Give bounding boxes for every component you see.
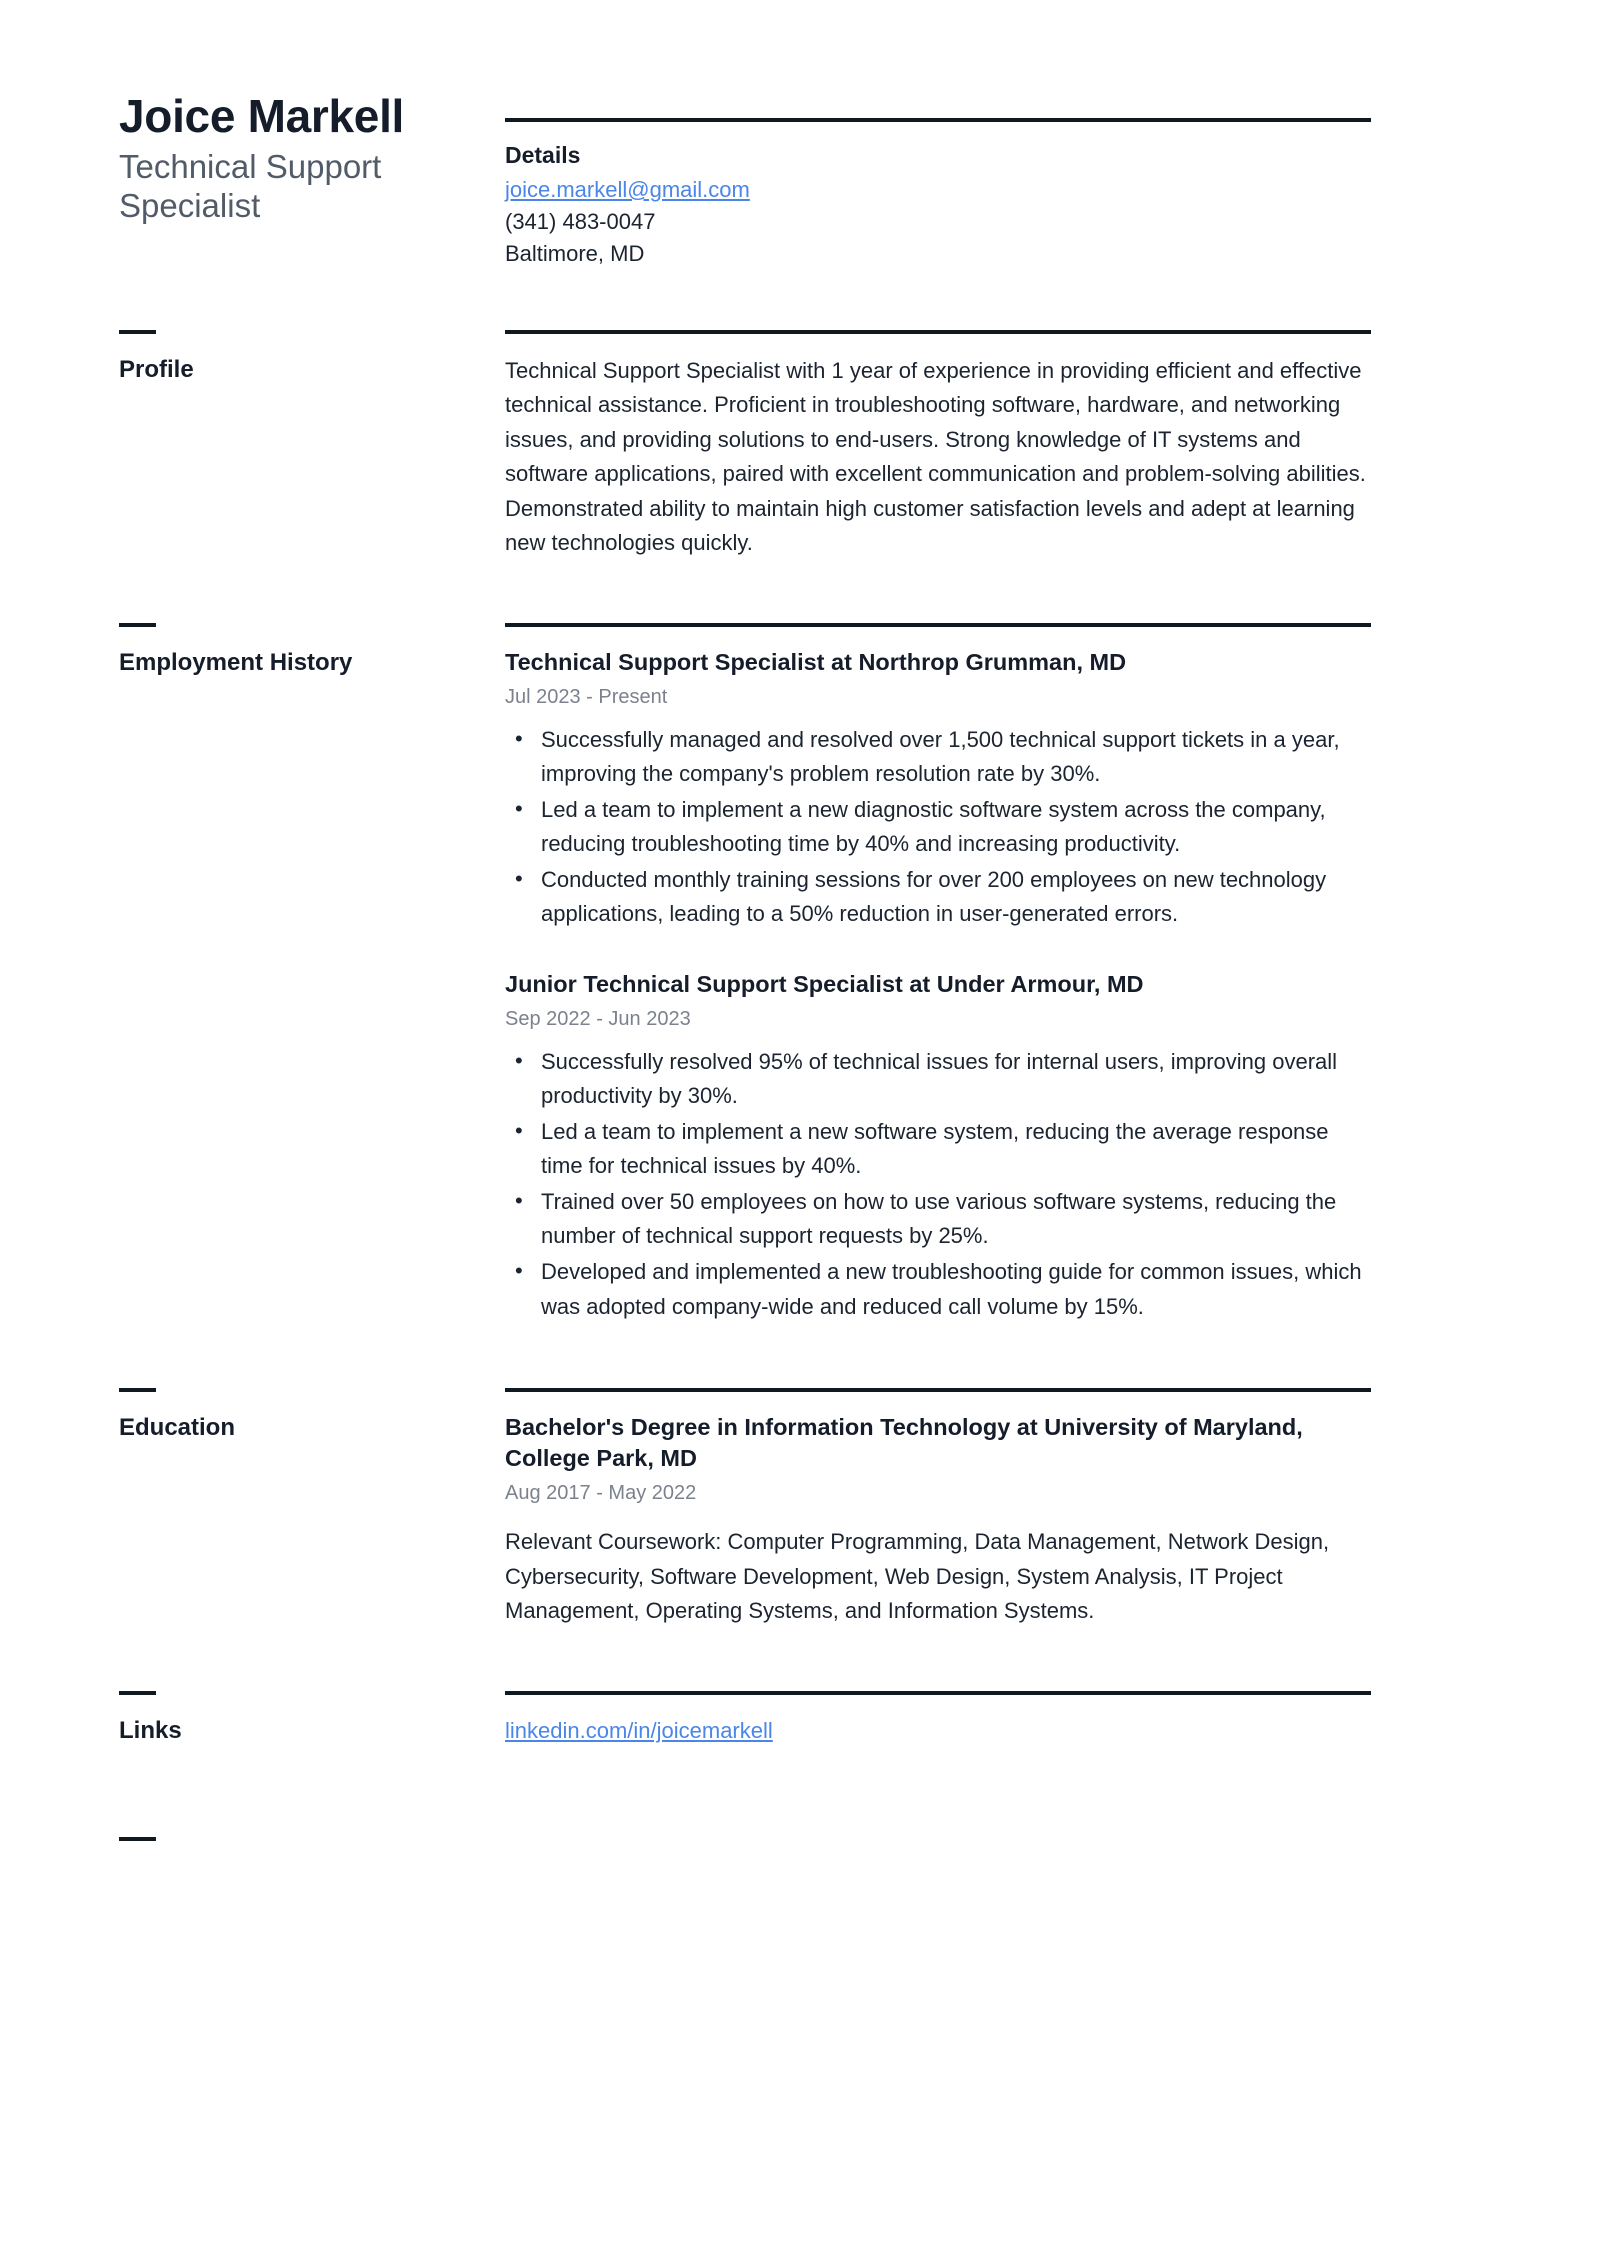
- employment-label-column: [0, 623, 505, 678]
- education-entry-description: Relevant Coursework: Computer Programming, Data Management, Network Design, Cybersecurity, Software Development, Web Design, System Analysis, IT Project Management, Operating Systems, and Information Systems.: [505, 1529, 1330, 1624]
- links-label: Links: [119, 1716, 182, 1744]
- linkedin-link[interactable]: linkedin.com/in/joicemarkell: [505, 1717, 773, 1743]
- links-list: [505, 1715, 1371, 1747]
- profile-divider: [505, 330, 1371, 334]
- links-section: [0, 1691, 1600, 1864]
- employment-entry: [505, 969, 1371, 1323]
- employment-entry-date: Jul 2023 - Present: [505, 685, 668, 708]
- candidate-name: Joice Markell: [119, 90, 405, 142]
- employment-entry: [505, 647, 1371, 931]
- details-email-line: [505, 174, 1371, 206]
- employment-label-dash: [119, 623, 156, 627]
- resume-header: [0, 0, 1600, 270]
- next-section-label-dash: [119, 1837, 156, 1841]
- list-item: • Conducted monthly training sessions for over 200 employees on new technology applications, leading to a 50% reduction in user-generated errors.: [541, 863, 1371, 931]
- education-entry: [505, 1412, 1371, 1629]
- links-label-column: [0, 1691, 505, 1864]
- details-location: Baltimore, MD: [505, 240, 645, 266]
- list-item: • Successfully managed and resolved over 1,500 technical support tickets in a year, improving the company's problem resolution rate by 30%.: [541, 723, 1371, 791]
- profile-label-column: [0, 330, 505, 385]
- profile-label: Profile: [119, 355, 194, 383]
- list-item: • Successfully resolved 95% of technical issues for internal users, improving overall productivity by 30%.: [541, 1045, 1371, 1113]
- details-heading: Details: [505, 142, 581, 168]
- employment-divider: [505, 623, 1371, 627]
- education-label: Education: [119, 1413, 236, 1441]
- profile-content-column: [505, 330, 1371, 561]
- links-label-dash: [119, 1691, 156, 1695]
- employment-entry-bullets: [505, 723, 1371, 932]
- details-block: [505, 122, 1371, 270]
- employment-entry-date: Sep 2022 - Jun 2023: [505, 1007, 691, 1030]
- list-item: • Developed and implemented a new troubleshooting guide for common issues, which was adopted company-wide and reduced call volume by 15%.: [541, 1255, 1371, 1323]
- profile-text: Technical Support Specialist with 1 year of experience in providing efficient and effective technical assistance. Proficient in troubleshooting software, hardware, and networking issues, and providing solutions to end-users. Strong knowledge of IT systems and software applications, paired with excellent communication and problem-solving abilities. Demonstrated ability to maintain high customer satisfaction levels and adept at learning new technologies quickly.: [505, 357, 1366, 556]
- links-divider: [505, 1691, 1371, 1695]
- list-item: • Led a team to implement a new diagnostic software system across the company, reducing troubleshooting time by 40% and increasing productivity.: [541, 793, 1371, 861]
- education-entry-date: Aug 2017 - May 2022: [505, 1482, 697, 1505]
- education-section: [0, 1388, 1600, 1629]
- email-link[interactable]: joice.markell@gmail.com: [505, 177, 750, 203]
- links-content-column: [505, 1691, 1371, 1747]
- education-label-dash: [119, 1388, 156, 1392]
- education-label-column: [0, 1388, 505, 1443]
- employment-entry-title: Technical Support Specialist at Northrop Grumman, MD: [505, 648, 1127, 675]
- details-column: [505, 0, 1371, 270]
- education-entry-title: Bachelor's Degree in Information Technology at University of Maryland, College Park, MD: [505, 1413, 1303, 1472]
- candidate-job-title: Technical Support Specialist: [119, 147, 382, 224]
- education-content-column: [505, 1388, 1371, 1629]
- employment-entry-bullets: [505, 1045, 1371, 1324]
- employment-content-column: [505, 623, 1371, 1326]
- employment-label: Employment History: [119, 648, 353, 676]
- profile-section: [0, 330, 1600, 561]
- header-left-column: [0, 0, 505, 270]
- employment-section: [0, 623, 1600, 1326]
- education-divider: [505, 1388, 1371, 1392]
- profile-label-dash: [119, 330, 156, 334]
- details-phone: (341) 483-0047: [505, 208, 656, 234]
- list-item: • Trained over 50 employees on how to use various software systems, reducing the number of technical support requests by 25%.: [541, 1185, 1371, 1253]
- employment-entry-title: Junior Technical Support Specialist at Under Armour, MD: [505, 971, 1144, 998]
- list-item: • Led a team to implement a new software system, reducing the average response time for technical issues by 40%.: [541, 1115, 1371, 1183]
